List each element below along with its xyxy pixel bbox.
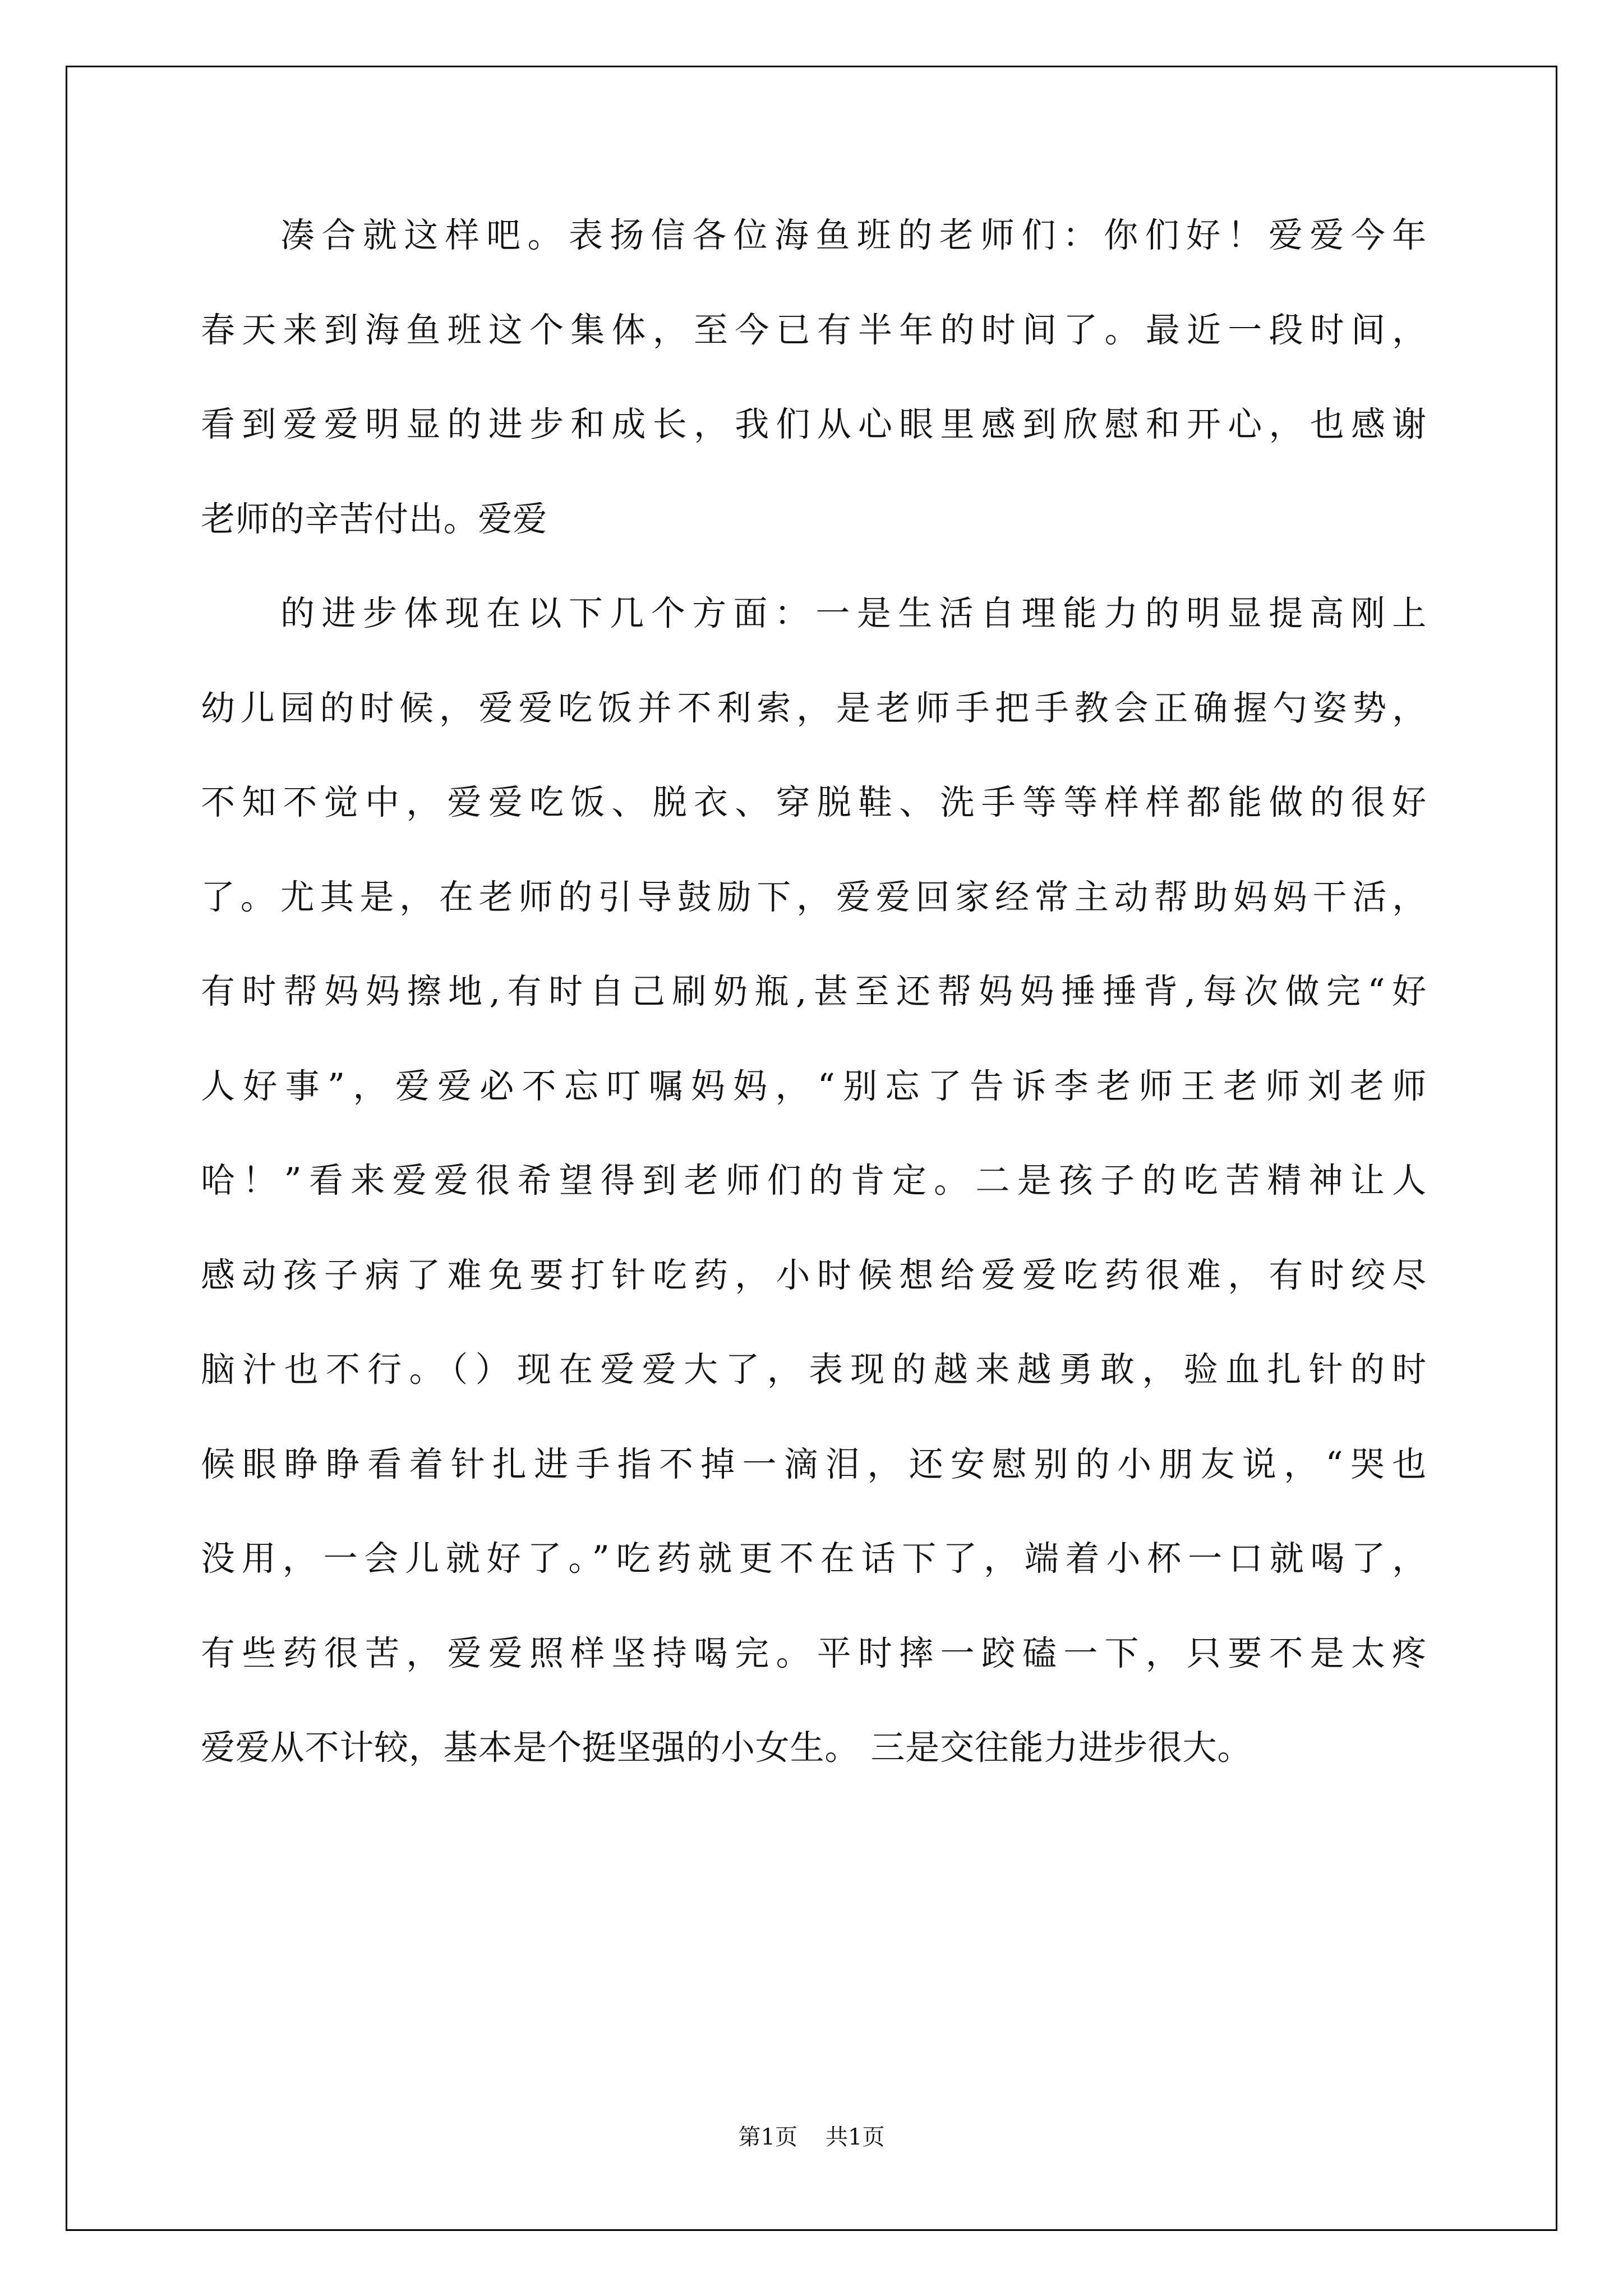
paragraph-line: 脑汁也不行。（）现在爱爱大了，表现的越来越勇敢，验血扎针的时 <box>201 1350 1427 1389</box>
paragraph-line: 感动孩子病了难免要打针吃药，小时候想给爱爱吃药很难，有时绞尽 <box>201 1255 1427 1295</box>
page-number: 第1页 <box>738 2124 797 2150</box>
paragraph-line: 看到爱爱明显的进步和成长，我们从心眼里感到欣慰和开心，也感谢 <box>201 404 1427 444</box>
paragraph-line: 春天来到海鱼班这个集体，至今已有半年的时间了。最近一段时间， <box>201 310 1427 350</box>
paragraph-line: 有时帮妈妈擦地,有时自己刷奶瓶,甚至还帮妈妈捶捶背,每次做完“好 <box>201 972 1427 1011</box>
paragraph-line: 有些药很苦，爱爱照样坚持喝完。平时摔一跤磕一下，只要不是太疼 <box>201 1633 1427 1673</box>
paragraph-line: 哈！”看来爱爱很希望得到老师们的肯定。二是孩子的吃苦精神让人 <box>201 1161 1427 1200</box>
paragraph-line: 候眼睁睁看着针扎进手指不掉一滴泪，还安慰别的小朋友说，“哭也 <box>201 1444 1427 1484</box>
paragraph-line: 老师的辛苦付出。爱爱 <box>201 499 548 539</box>
page-footer <box>0 2119 1623 2151</box>
paragraph-line: 人好事”，爱爱必不忘叮嘱妈妈，“别忘了告诉李老师王老师刘老师 <box>201 1066 1427 1106</box>
document-body <box>201 216 1427 1823</box>
paragraph-line: 的进步体现在以下几个方面：一是生活自理能力的明显提高刚上 <box>280 593 1427 633</box>
paragraph-line: 凑合就这样吧。表扬信各位海鱼班的老师们：你们好！爱爱今年 <box>280 215 1427 255</box>
paragraph-line: 爱爱从不计较，基本是个挺坚强的小女生。 三是交往能力进步很大。 <box>201 1728 1252 1768</box>
paragraph-line: 不知不觉中，爱爱吃饭、脱衣、穿脱鞋、洗手等等样样都能做的很好 <box>201 783 1427 822</box>
paragraph-line: 没用，一会儿就好了。”吃药就更不在话下了，端着小杯一口就喝了， <box>201 1539 1427 1579</box>
page-total: 共1页 <box>826 2124 885 2150</box>
paragraph-line: 了。尤其是，在老师的引导鼓励下，爱爱回家经常主动帮助妈妈干活， <box>201 877 1427 917</box>
paragraph-line: 幼儿园的时候，爱爱吃饭并不利索，是老师手把手教会正确握勺姿势， <box>201 688 1427 728</box>
